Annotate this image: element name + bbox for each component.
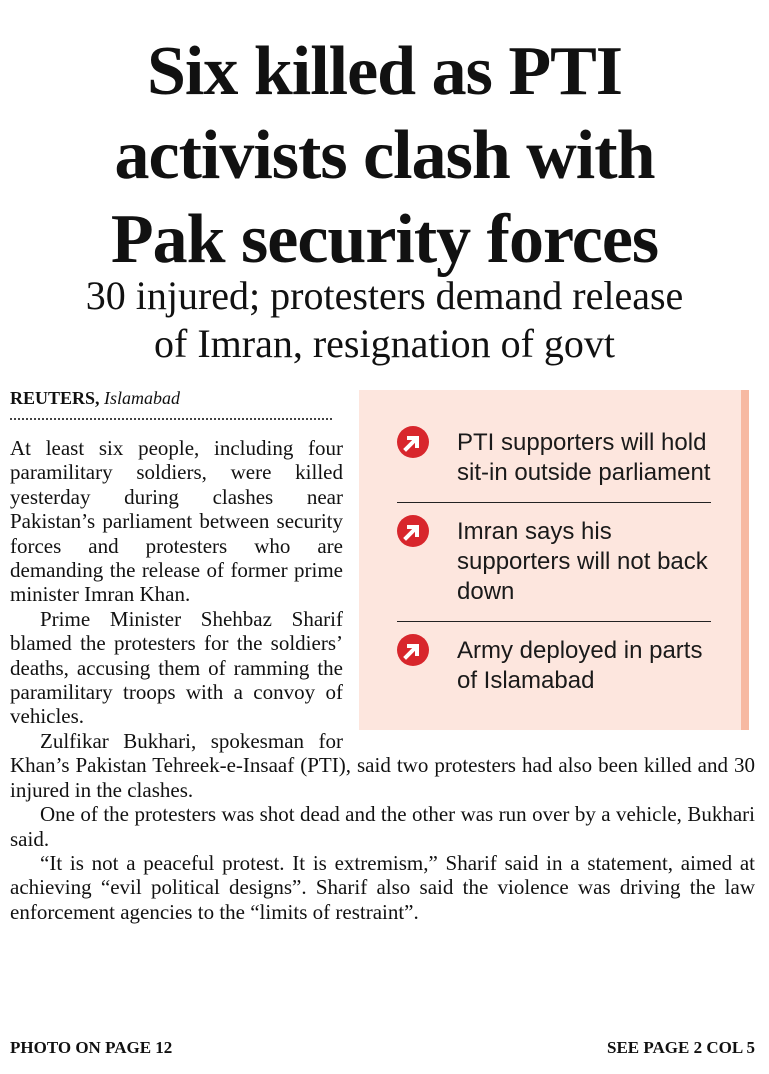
- subhead-line: 30 injured; protesters demand release: [85, 273, 684, 318]
- article-paragraph: One of the protesters was shot dead and the other was run over by a vehicle, Bukhari said.: [10, 802, 755, 851]
- highlight-text: Army deployed in parts of Islamabad: [457, 637, 703, 694]
- highlight-text: PTI supporters will hold sit-in outside parliament: [457, 429, 711, 486]
- article-paragraph: At least six people, including four paramilitary soldiers, were killed yesterday during clashes near Pakistan’s parliament between security forces and protesters who are demanding the release of former prime minister Imran Khan.: [10, 436, 343, 607]
- byline-agency: REUTERS,: [10, 388, 100, 408]
- headline-line: activists clash with: [114, 117, 655, 194]
- continued-reference: SEE PAGE 2 COL 5: [607, 1038, 755, 1057]
- article-paragraph: “It is not a peaceful protest. It is extremism,” Sharif said in a statement, aimed at achieving “evil political designs”. Sharif also said the violence was driving the law enforcement agencies to the “limits of restraint”.: [10, 850, 755, 924]
- article-paragraph: Prime Minister Shehbaz Sharif blamed the protesters for the soldiers’ deaths, accusing them of ramming the paramilitary troops with a convoy of vehicles.: [10, 606, 343, 729]
- photo-reference: PHOTO ON PAGE 12: [10, 1038, 173, 1057]
- subheadline: [0, 272, 769, 368]
- highlight-text: Imran says his supporters will not back down: [457, 518, 708, 605]
- byline: [10, 386, 332, 420]
- headline-line: Pak security forces: [110, 201, 659, 278]
- subhead-line: of Imran, resignation of govt: [154, 321, 615, 366]
- article-paragraph: Zulfikar Bukhari, spokesman for Khan’s Pakistan Tehreek-e-Insaaf (PTI), said two protesters had also been killed and 30 injured in the clashes.: [10, 728, 755, 802]
- article-body: [10, 436, 755, 924]
- headline-line: Six killed as PTI: [146, 33, 623, 110]
- headline: [0, 30, 769, 282]
- highlights-spacer: [343, 436, 755, 740]
- byline-city: Islamabad: [104, 388, 181, 408]
